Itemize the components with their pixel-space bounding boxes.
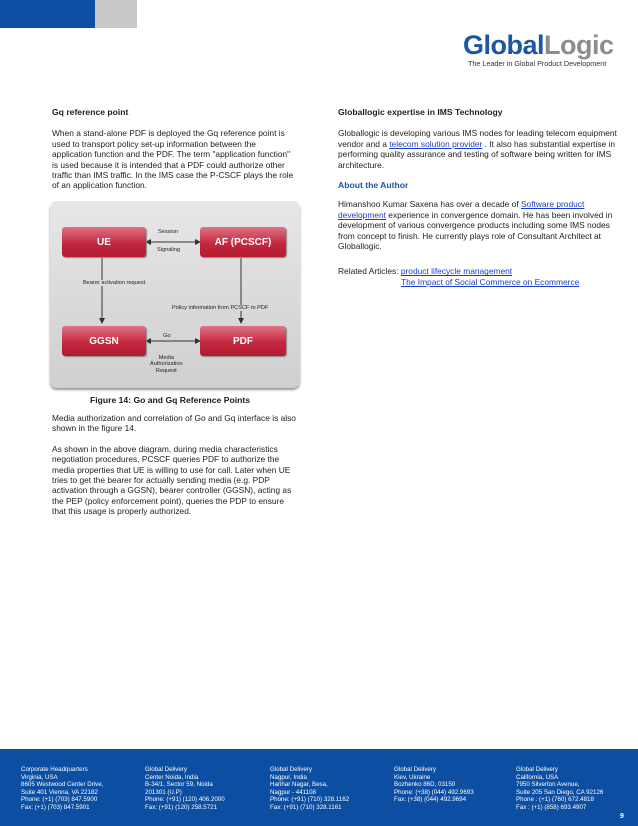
footer-line: Kiev, Ukraine [394, 773, 431, 781]
footer-line: Center Noida, India [145, 773, 199, 781]
footer-line: 201301 (U.P) [145, 788, 182, 796]
footer-line: Corporate Headquarters [21, 766, 88, 773]
logo-wordmark [463, 30, 614, 60]
paragraph-expertise [338, 128, 622, 170]
footer-line: Nagpur, India [270, 773, 307, 781]
about-text-prefix: Himanshoo Kumar Saxena has over a decade of [338, 199, 521, 210]
node-ggsn: GGSN [62, 326, 146, 356]
left-column-top [52, 107, 297, 201]
label-signaling: Signaling [157, 247, 181, 253]
footer-line: 8605 Westwood Center Drive, [21, 781, 104, 788]
figure-go-gq-diagram [50, 201, 300, 388]
expertise-text-b: . It also has substantial expertise in performing quality assurance and testing of software being written for IMS architecture. [338, 138, 616, 170]
footer-line: Phone: (+91) (120) 406.2000 [145, 796, 225, 803]
footer-line: Phone: (+38) (044) 492.9693 [394, 788, 474, 796]
footer [0, 749, 638, 826]
globallogic-logo [463, 30, 623, 70]
footer-line: Suite 401 Vienna, VA 22182 [21, 788, 98, 796]
label-media-line2: Authorization [150, 361, 183, 368]
related-articles [338, 266, 622, 287]
footer-office-virginia [21, 766, 103, 811]
footer-line: Suite 205 San Diego, CA 92126 [516, 788, 604, 796]
footer-line: Global Delivery [394, 766, 436, 773]
header-accent-bar [0, 0, 95, 28]
right-column [338, 107, 622, 297]
footer-line: Global Delivery [145, 766, 187, 773]
about-text-body: experience in convergence domain. He has been involved in development of various convergence products including some IMS nodes from concept to finish. He currently plays role of Consultant Architect at Globallogic. [338, 209, 613, 252]
figure-caption: Figure 14: Go and Gq Reference Points [90, 395, 250, 405]
footer-line: Global Delivery [516, 766, 558, 773]
footer-office-noida [145, 766, 225, 811]
link-telecom-solution-provider[interactable]: telecom solution provider [389, 138, 483, 149]
section-heading-about-author: About the Author [338, 180, 409, 191]
footer-line: Fax: (+1) (703) 847.5901 [21, 803, 90, 811]
label-session: Session [158, 229, 178, 235]
footer-line: California, USA [516, 773, 559, 781]
link-social-commerce-ecommerce[interactable]: The Impact of Social Commerce on Ecommerce [401, 276, 580, 287]
paragraph-media-authorization: Media authorization and correlation of Go and Gq interface is also shown in the figure 14. [52, 413, 296, 434]
paragraph-diagram-explanation: As shown in the above diagram, during media characteristics negotiation procedures, PCSCF queries PDF to authorize the media properties that UE is willing to use for call. Later when UE tries to get the bearer for actually sending media (e.g. PDP activation through a GGSN), bearer controller (GGSN), acting as the PEP (policy enforcement point), queries the PDP to ensure that this usage is properly authorized. [52, 443, 292, 517]
footer-office-kiev [394, 766, 474, 804]
link-product-lifecycle-management[interactable]: product lifecycle management [400, 266, 513, 277]
footer-office-california [516, 766, 603, 811]
footer-line: Fax: (+91) (710) 328.1161 [270, 803, 342, 811]
page-number: 9 [620, 813, 624, 820]
footer-line: Harihar Nagar, Besa, [270, 781, 328, 788]
section-heading-expertise: Globallogic expertise in IMS Technology [338, 107, 503, 117]
logo-word-global: Global [463, 30, 545, 60]
related-articles-label: Related Articles: [338, 266, 401, 277]
label-policy-information: Policy information from PCSCF to PDF [172, 305, 269, 311]
logo-tagline: The Leader in Global Product Development [468, 59, 607, 68]
footer-line: Fax : (+1) (858) 693.4907 [516, 803, 587, 811]
footer-line: Nagpur - 441108 [270, 788, 316, 796]
footer-office-nagpur [270, 766, 349, 811]
node-pdf: PDF [200, 326, 286, 356]
link-software-product-development[interactable]: Software product development [338, 199, 585, 220]
label-media-authorization-request [150, 355, 183, 374]
paragraph-gq-description: When a stand-alone PDF is deployed the Gq reference point is used to transport policy set-up information between the application function and the PDF. The term "application function" is used because it is intended that a PDF could authorize other traffic than IMS traffic. In the IMS case the P-CSCF plays the role of an application function. [52, 128, 294, 191]
label-media-line1: Media [158, 355, 174, 361]
label-bearer-activation: Bearer activation request [83, 280, 146, 286]
section-heading-gq: Gq reference point [52, 107, 129, 117]
expertise-text-a: Globallogic is developing various IMS nodes for leading telecom equipment vendor and a [338, 128, 617, 149]
label-go: Go [163, 333, 171, 339]
footer-line: B-34/1, Sector 59, Noida [145, 781, 213, 788]
footer-line: Phone: (+1) (703) 847.5900 [21, 796, 98, 803]
left-column-bottom [52, 413, 297, 527]
footer-line: Fax: (+38) (044) 492.9694 [394, 796, 467, 803]
header-accent-bar-gray [95, 0, 137, 28]
footer-line: Virginia, USA [21, 773, 58, 781]
footer-line: Fax: (+91) (120) 258.5721 [145, 803, 218, 811]
node-af-pcscf: AF (PCSCF) [200, 227, 286, 257]
paragraph-about-author [338, 199, 622, 251]
footer-line: Phone: (+91) (710) 328.1162 [270, 796, 350, 803]
node-ue: UE [62, 227, 146, 257]
footer-line: Global Delivery [270, 766, 312, 773]
footer-line: 7950 Silverton Avenue, [516, 781, 580, 788]
label-media-line3: Request [155, 367, 177, 374]
logo-word-logic: Logic [544, 30, 614, 60]
footer-line: Bozhenko 86D, 03150 [394, 781, 456, 788]
footer-line: Phone : (+1) (760) 672.4818 [516, 796, 594, 803]
